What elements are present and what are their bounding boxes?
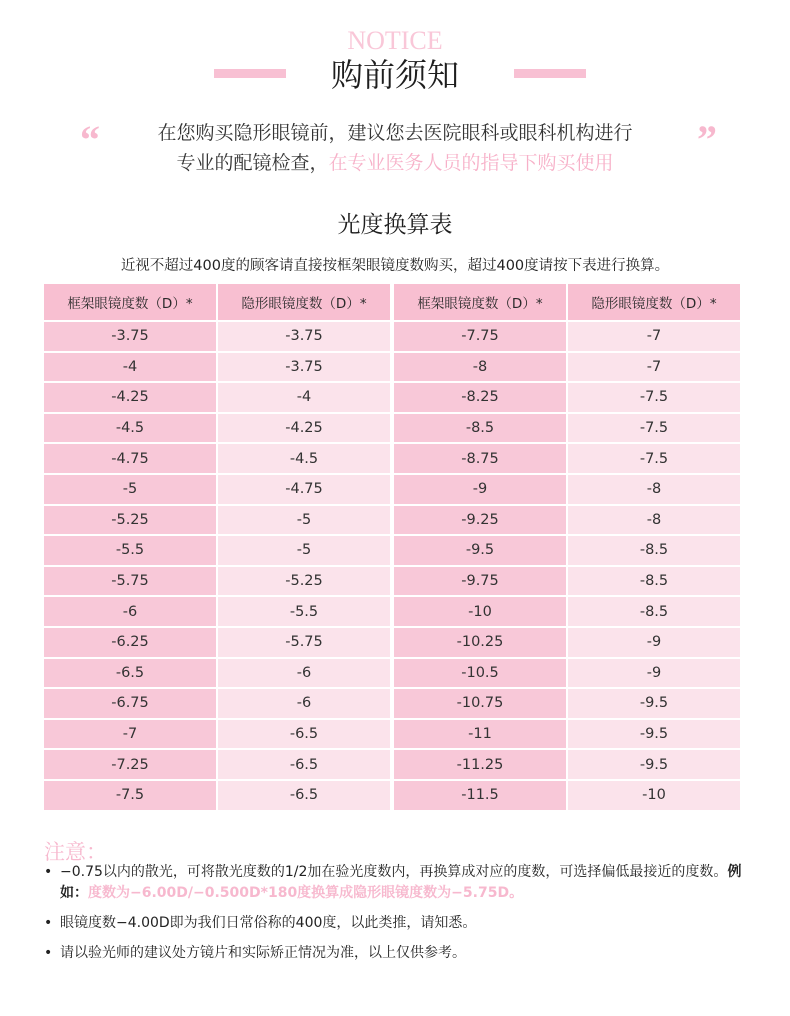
frame-degree-cell: -6.75 <box>44 689 216 718</box>
table-note: 近视不超过400度的顾客请直接按框架眼镜度数购买，超过400度请按下表进行换算。 <box>120 258 670 274</box>
contact-degree-cell: -8.5 <box>568 567 740 596</box>
table-title: 光度换算表 <box>337 212 453 238</box>
table-row <box>44 628 740 657</box>
frame-degree-cell: -7.5 <box>44 781 216 810</box>
table-row <box>44 750 740 779</box>
contact-degree-cell: -4.5 <box>218 444 390 473</box>
contact-degree-cell: -8.5 <box>568 597 740 626</box>
contact-degree-cell: -7.5 <box>568 444 740 473</box>
frame-degree-cell: -4.25 <box>44 383 216 412</box>
note-item-1-example-label: 例如： <box>60 864 742 901</box>
header-frame-degree-1: 框架眼镜度数（D）* <box>44 284 216 320</box>
contact-degree-cell: -6 <box>218 689 390 718</box>
frame-degree-cell: -11 <box>394 720 566 749</box>
frame-degree-cell: -10 <box>394 597 566 626</box>
contact-degree-cell: -7 <box>568 322 740 351</box>
frame-degree-cell: -5.25 <box>44 506 216 535</box>
header-frame-degree-2: 框架眼镜度数（D）* <box>394 284 566 320</box>
notes-heading: 注意： <box>44 840 107 864</box>
frame-degree-cell: -5 <box>44 475 216 504</box>
page-title: 购前须知 <box>330 56 459 94</box>
contact-degree-cell: -8 <box>568 475 740 504</box>
frame-degree-cell: -6.25 <box>44 628 216 657</box>
header-contact-degree-1: 隐形眼镜度数（D）* <box>218 284 390 320</box>
table-row <box>44 444 740 473</box>
open-quote-icon: “ <box>80 117 100 162</box>
frame-degree-cell: -5.5 <box>44 536 216 565</box>
frame-degree-cell: -8 <box>394 353 566 382</box>
table-row <box>44 781 740 810</box>
contact-degree-cell: -4.25 <box>218 414 390 443</box>
contact-degree-cell: -4.75 <box>218 475 390 504</box>
frame-degree-cell: -10.5 <box>394 659 566 688</box>
table-header-row <box>44 284 740 320</box>
contact-degree-cell: -9.5 <box>568 750 740 779</box>
contact-degree-cell: -5.5 <box>218 597 390 626</box>
frame-degree-cell: -11.25 <box>394 750 566 779</box>
frame-degree-cell: -11.5 <box>394 781 566 810</box>
intro-line-2-plain: 专业的配镜检查， <box>176 152 329 174</box>
frame-degree-cell: -9.25 <box>394 506 566 535</box>
frame-degree-cell: -10.25 <box>394 628 566 657</box>
contact-degree-cell: -4 <box>218 383 390 412</box>
table-row <box>44 536 740 565</box>
note-item-1-text: −0.75以内的散光，可将散光度数的1/2加在验光度数内，再换算成对应的度数，可选择偏低最接近的度数。 <box>60 864 728 880</box>
contact-degree-cell: -10 <box>568 781 740 810</box>
contact-degree-cell: -3.75 <box>218 322 390 351</box>
intro-line-2-highlight: 在专业医务人员的指导下购买使用 <box>328 152 614 174</box>
table-row <box>44 414 740 443</box>
frame-degree-cell: -10.75 <box>394 689 566 718</box>
notice-label: NOTICE <box>347 26 443 55</box>
contact-degree-cell: -6.5 <box>218 720 390 749</box>
table-row <box>44 720 740 749</box>
conversion-table <box>42 282 742 812</box>
contact-degree-cell: -6.5 <box>218 781 390 810</box>
table-row <box>44 506 740 535</box>
frame-degree-cell: -9.75 <box>394 567 566 596</box>
table-row <box>44 322 740 351</box>
contact-degree-cell: -9 <box>568 659 740 688</box>
frame-degree-cell: -7 <box>44 720 216 749</box>
frame-degree-cell: -9 <box>394 475 566 504</box>
contact-degree-cell: -9 <box>568 628 740 657</box>
frame-degree-cell: -8.5 <box>394 414 566 443</box>
contact-degree-cell: -5 <box>218 536 390 565</box>
table-row <box>44 567 740 596</box>
right-decor-bar <box>514 69 586 78</box>
contact-degree-cell: -9.5 <box>568 689 740 718</box>
notes-list <box>44 862 764 973</box>
frame-degree-cell: -8.25 <box>394 383 566 412</box>
contact-degree-cell: -5.75 <box>218 628 390 657</box>
header-contact-degree-2: 隐形眼镜度数（D）* <box>568 284 740 320</box>
contact-degree-cell: -8 <box>568 506 740 535</box>
table-row <box>44 659 740 688</box>
frame-degree-cell: -4 <box>44 353 216 382</box>
frame-degree-cell: -6.5 <box>44 659 216 688</box>
contact-degree-cell: -8.5 <box>568 536 740 565</box>
table-row <box>44 689 740 718</box>
table-body <box>44 322 740 810</box>
notice-header <box>0 0 790 100</box>
frame-degree-cell: -5.75 <box>44 567 216 596</box>
frame-degree-cell: -9.5 <box>394 536 566 565</box>
frame-degree-cell: -4.75 <box>44 444 216 473</box>
frame-degree-cell: -6 <box>44 597 216 626</box>
frame-degree-cell: -7.25 <box>44 750 216 779</box>
close-quote-icon: ” <box>697 117 717 162</box>
table-row <box>44 597 740 626</box>
frame-degree-cell: -4.5 <box>44 414 216 443</box>
note-item-1 <box>44 862 764 904</box>
frame-degree-cell: -3.75 <box>44 322 216 351</box>
contact-degree-cell: -6.5 <box>218 750 390 779</box>
contact-degree-cell: -7 <box>568 353 740 382</box>
contact-degree-cell: -6 <box>218 659 390 688</box>
table-row <box>44 383 740 412</box>
table-row <box>44 353 740 382</box>
contact-degree-cell: -3.75 <box>218 353 390 382</box>
note-item-1-example: 度数为−6.00D/−0.500D*180度换算成隐形眼镜度数为−5.75D。 <box>88 885 524 901</box>
contact-degree-cell: -7.5 <box>568 383 740 412</box>
frame-degree-cell: -8.75 <box>394 444 566 473</box>
intro-line-2 <box>0 148 790 175</box>
contact-degree-cell: -5.25 <box>218 567 390 596</box>
contact-degree-cell: -5 <box>218 506 390 535</box>
note-item-3: • 请以验光师的建议处方镜片和实际矫正情况为准，以上仅供参考。 <box>44 943 764 964</box>
note-item-2: • 眼镜度数−4.00D即为我们日常俗称的400度，以此类推，请知悉。 <box>44 913 764 934</box>
intro-line-1: 在您购买隐形眼镜前，建议您去医院眼科或眼科机构进行 <box>157 122 633 144</box>
contact-degree-cell: -7.5 <box>568 414 740 443</box>
contact-degree-cell: -9.5 <box>568 720 740 749</box>
table-row <box>44 475 740 504</box>
frame-degree-cell: -7.75 <box>394 322 566 351</box>
